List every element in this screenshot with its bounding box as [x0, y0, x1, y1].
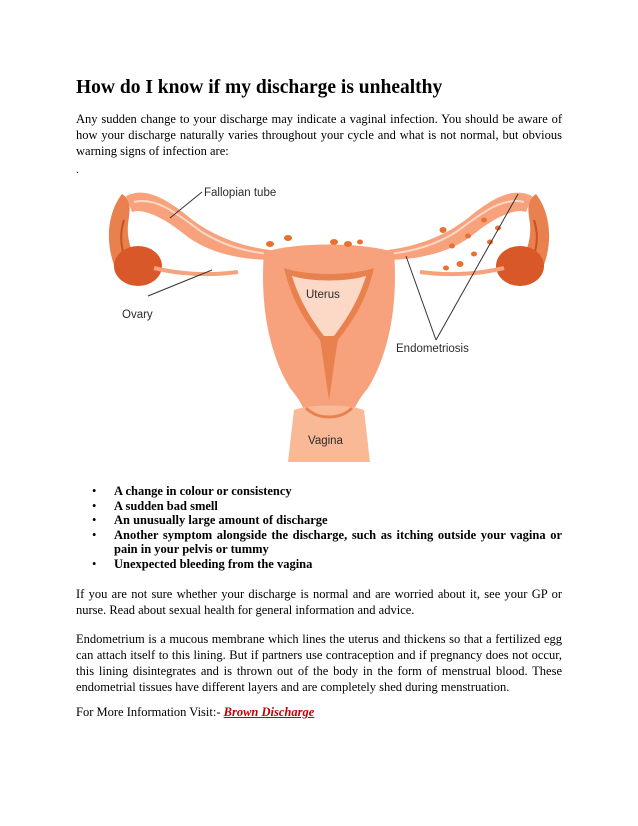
uterus-anatomy-diagram	[98, 172, 560, 462]
list-item: • A change in colour or consistency	[88, 484, 562, 499]
left-ovary-stem	[154, 268, 238, 274]
fallopian-tube-label: Fallopian tube	[204, 187, 277, 199]
left-ovary	[114, 246, 162, 286]
list-item: • A sudden bad smell	[88, 499, 562, 514]
list-item: • Unexpected bleeding from the vagina	[88, 557, 562, 572]
more-info-prefix: For More Information Visit:-	[76, 705, 224, 719]
endometriosis-leader-1	[406, 256, 436, 340]
list-item: • An unusually large amount of discharge	[88, 513, 562, 528]
brown-discharge-link[interactable]: Brown Discharge	[223, 705, 315, 719]
symptom-list	[88, 484, 562, 572]
page-title: How do I know if my discharge is unhealthy	[76, 77, 443, 98]
uterus-label: Uterus	[306, 289, 340, 301]
fallopian-tube-leader	[170, 192, 202, 218]
list-item: • Another symptom alongside the discharge, such as itching outside your vagina or pain in your pelvis or tummy	[88, 528, 562, 557]
ovary-label: Ovary	[122, 309, 153, 321]
endometriosis-label: Endometriosis	[396, 343, 469, 355]
vagina	[288, 406, 370, 463]
more-info-line	[76, 704, 562, 720]
endometrium-paragraph: Endometrium is a mucous membrane which lines the uterus and thickens so that a fertilized egg can attach itself to this lining. But if partners use contraception and if pregnancy does not occur, this lining disintegrates and is thrown out of the body in the form of menstrual blood. These endometrial tissues have different layers and are completely shed during menstruation.	[76, 632, 562, 694]
right-ovary	[496, 246, 544, 286]
intro-paragraph: Any sudden change to your discharge may indicate a vaginal infection. You should be aware of how your discharge naturally varies throughout your cycle and what is not normal, but obvious warning signs of infection are:	[76, 112, 562, 158]
right-ovary-stem	[420, 268, 504, 274]
stray-mark: .	[76, 162, 79, 176]
advice-paragraph: If you are not sure whether your discharge is normal and are worried about it, see your GP or nurse. Read about sexual health for general information and advice.	[76, 587, 562, 617]
vagina-label: Vagina	[308, 435, 343, 447]
